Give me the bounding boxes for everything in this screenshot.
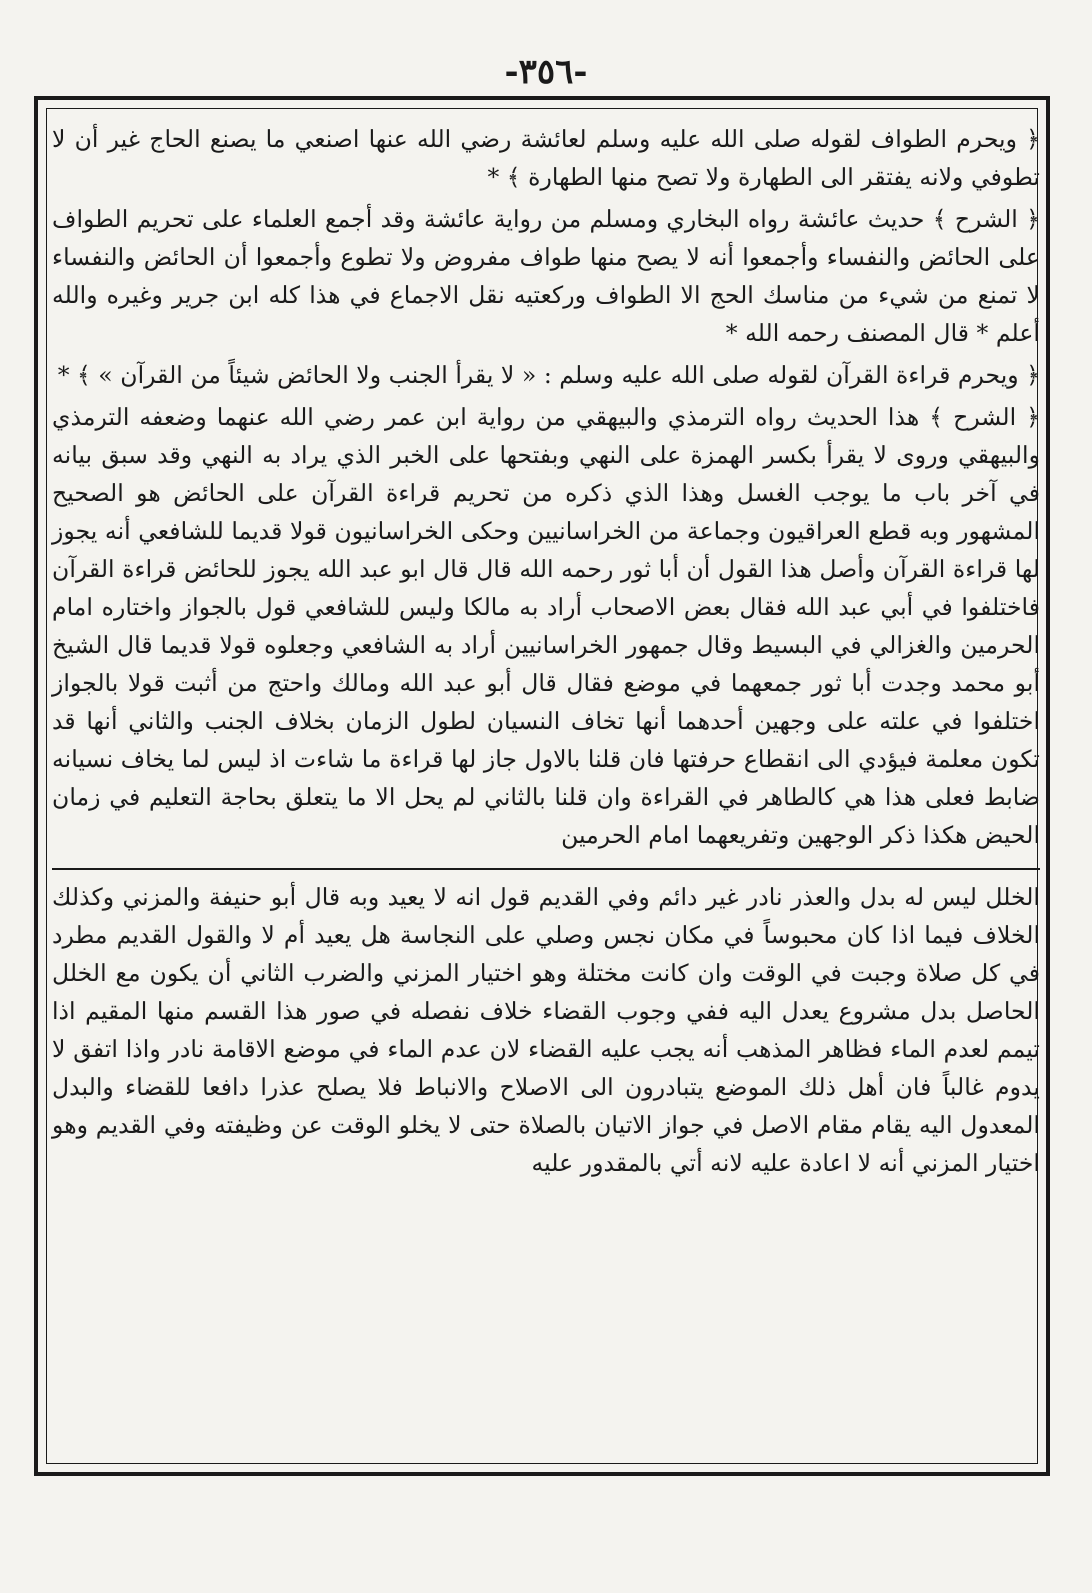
sharh-paragraph: ﴿ الشرح ﴾ هذا الحديث رواه الترمذي والبيهقي من رواية ابن عمر رضي الله عنهما وضعفه الترمذي والبيهقي وروى لا يقرأ بكسر الهمزة على النهي وبفتحها على الخبر الذي يراد به النهي وقد سبق بيانه في آخر باب ما يوجب الغسل وهذا الذي ذكره من تحريم قراءة القرآن على الحائض هو الصحيح المشهور وبه قطع العراقيون وجماعة من الخراسانيين وحكى الخراسانيون قولا قديما للشافعي أنه يجوز لها قراءة القرآن وأصل هذا القول أن أبا ثور رحمه الله قال قال ابو عبد الله يجوز للحائض قراءة القرآن فاختلفوا في أبي عبد الله فقال بعض الاصحاب أراد به مالكا وليس للشافعي قول بالجواز واختاره امام الحرمين والغزالي في البسيط وقال جمهور الخراسانيين أراد به الشافعي وجعلوه قولا قديما قال الشيخ أبو محمد وجدت أبا ثور جمعهما في موضع فقال قال أبو عبد الله ومالك واحتج من أثبت قولا بالجواز اختلفوا في علته على وجهين أحدهما أنها تخاف النسيان لطول الزمان بخلاف الجنب والثاني أنها قد تكون معلمة فيؤدي الى انقطاع حرفتها فان قلنا بالاول جاز لها قراءة ما شاءت اذ ليس لما يخاف نسيانه ضابط فعلى هذا هي كالطاهر في القراءة وان قلنا بالثاني لم يحل الا ما يتعلق بحاجة التعليم في زمان الحيض هكذا ذكر الوجهين وتفريعهما امام الحرمين: [52, 403, 1040, 849]
page-number: -٣٥٦-: [504, 52, 588, 92]
footnote-separator: [52, 868, 1040, 870]
matn-paragraph: ﴿ ويحرم قراءة القرآن لقوله صلى الله عليه وسلم : « لا يقرأ الجنب ولا الحائض شيئاً من القرآن » ﴾ *: [57, 361, 1040, 389]
matn-paragraph: ﴿ ويحرم الطواف لقوله صلى الله عليه وسلم لعائشة رضي الله عنها اصنعي ما يصنع الحاج غير أن لا تطوفي ولانه يفتقر الى الطهارة ولا تصح منها الطهارة ﴾ *: [52, 125, 1040, 191]
footnote-paragraph: الخلل ليس له بدل والعذر نادر غير دائم وفي القديم قول انه لا يعيد وبه قال أبو حنيفة والمزني وكذلك الخلاف فيما اذا كان محبوساً في مكان نجس وصلي على النجاسة هل يعيد أم لا والقول القديم مطرد في كل صلاة وجبت في الوقت وان كانت مختلة وهو اختيار المزني والضرب الثاني أن يكون مع الخلل الحاصل بدل مشروع يعدل اليه ففي وجوب القضاء خلاف نفصله في صور هذا القسم منها المقيم اذا تيمم لعدم الماء فظاهر المذهب أنه يجب عليه القضاء لان عدم الماء في موضع الاقامة نادر واذا اتفق لا يدوم غالباً فان أهل ذلك الموضع يتبادرون الى الاصلاح والانباط فلا يصلح عذرا دافعا للقضاء والبدل المعدول اليه يقام مقام الاصل في جواز الاتيان بالصلاة حتى لا يخلو الوقت عن وظيفته وفي القديم وهو اختيار المزني أنه لا اعادة عليه لانه أتي بالمقدور عليه: [52, 883, 1040, 1177]
sharh-paragraph: ﴿ الشرح ﴾ حديث عائشة رواه البخاري ومسلم من رواية عائشة وقد أجمع العلماء على تحريم الطواف على الحائض والنفساء وأجمعوا أنه لا يصح منها طواف مفروض ولا تطوع وأجمعوا أن الحائض والنفساء لا تمنع من شيء من مناسك الحج الا الطواف وركعتيه نقل الاجماع في هذا كله ابن جرير وغيره والله أعلم * قال المصنف رحمه الله *: [52, 205, 1040, 347]
footnote-text: [52, 878, 1040, 1182]
page-content: [52, 120, 1040, 1182]
main-text: [52, 120, 1040, 854]
